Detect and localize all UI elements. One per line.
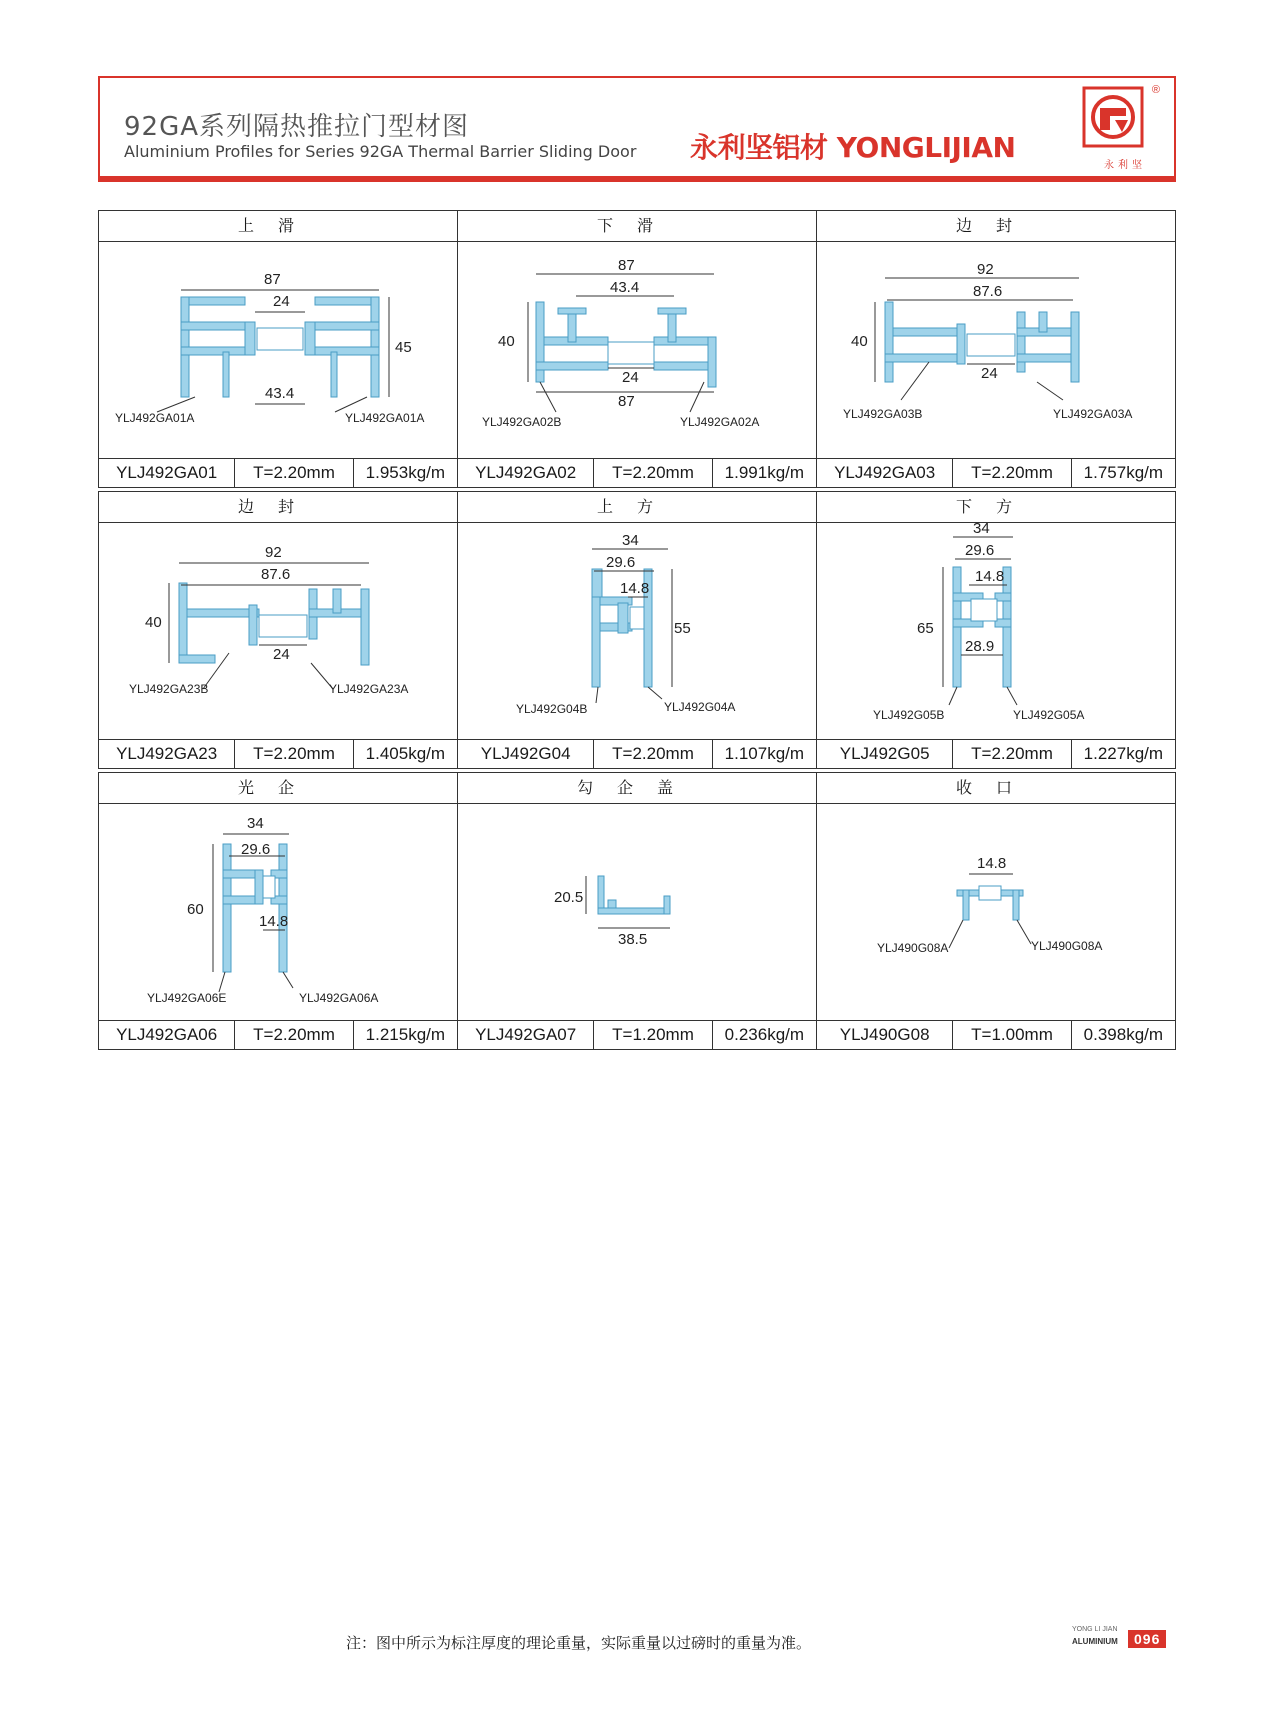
brand-logo-icon <box>1082 86 1144 150</box>
profile-drawing <box>817 242 1175 458</box>
profile-code: YLJ490G08 <box>817 1021 953 1049</box>
profile-cell <box>458 491 817 769</box>
profile-sketch <box>817 242 1175 458</box>
dim-label: 87 <box>264 271 281 288</box>
profile-cell <box>98 210 458 488</box>
profile-row-2 <box>98 491 1176 769</box>
part-label: YLJ492GA03A <box>1053 407 1133 421</box>
profile-specs <box>99 458 457 487</box>
dim-label: 87.6 <box>261 566 291 583</box>
profile-cell <box>98 491 458 769</box>
profile-drawing <box>99 523 457 739</box>
profile-sketch <box>99 523 457 739</box>
dim-label: 24 <box>273 293 290 310</box>
dim-label: 40 <box>145 614 162 631</box>
title-english: Aluminium Profiles for Series 92GA Thermal Barrier Sliding Door <box>124 142 637 161</box>
profile-weight: 1.107kg/m <box>724 744 805 763</box>
dim-label: 14.8 <box>259 913 289 930</box>
dim-label: 24 <box>622 369 639 386</box>
profile-name: 上方 <box>458 492 816 523</box>
profile-thickness: T=2.20mm <box>235 459 353 487</box>
profile-sketch <box>99 804 457 1020</box>
profile-sketch <box>99 242 457 458</box>
part-label: YLJ490G08A <box>1031 939 1103 953</box>
profile-drawing <box>817 523 1175 739</box>
profile-code: YLJ492GA02 <box>458 459 594 487</box>
profile-code: YLJ492GA03 <box>817 459 953 487</box>
dim-label: 87 <box>618 393 635 410</box>
dim-label: 29.6 <box>965 542 995 559</box>
part-label: YLJ492G04B <box>516 702 588 716</box>
part-label: YLJ492GA06A <box>299 991 379 1005</box>
profile-drawing <box>458 523 816 739</box>
title-chinese: 92GA系列隔热推拉门型材图 <box>124 112 470 142</box>
profile-weight: 1.757kg/m <box>1083 463 1164 482</box>
profile-cell <box>458 772 817 1050</box>
profile-thickness: T=2.20mm <box>594 740 712 768</box>
profile-thickness: T=1.00mm <box>953 1021 1071 1049</box>
profile-sketch <box>458 523 816 739</box>
dim-label: 29.6 <box>241 841 271 858</box>
dim-label: 60 <box>187 901 204 918</box>
profile-code: YLJ492GA01 <box>99 459 235 487</box>
dim-label: 40 <box>498 333 515 350</box>
profile-thickness: T=1.20mm <box>594 1021 712 1049</box>
profile-cell <box>817 491 1176 769</box>
profile-weight: 0.398kg/m <box>1083 1025 1164 1044</box>
dim-label: 34 <box>973 523 990 537</box>
part-label: YLJ492GA02B <box>482 415 562 429</box>
dim-label: 24 <box>273 646 290 663</box>
page-header <box>98 76 1176 180</box>
profile-name: 上滑 <box>99 211 457 242</box>
profile-weight: 0.236kg/m <box>724 1025 805 1044</box>
profile-specs <box>817 739 1175 768</box>
page-number: 096 <box>1128 1630 1166 1648</box>
profile-name: 边封 <box>817 211 1175 242</box>
part-label: YLJ492GA03B <box>843 407 923 421</box>
profile-code: YLJ492GA23 <box>99 740 235 768</box>
header-rule <box>98 176 1176 182</box>
dim-label: 43.4 <box>265 385 295 402</box>
profile-drawing <box>817 804 1175 1020</box>
dim-label: 14.8 <box>977 855 1007 872</box>
profile-weight: 1.227kg/m <box>1083 744 1164 763</box>
profile-drawing <box>458 242 816 458</box>
profile-code: YLJ492G05 <box>817 740 953 768</box>
part-label: YLJ492GA01A <box>345 411 425 425</box>
profile-name: 光企 <box>99 773 457 804</box>
footer-note: 注：图中所示为标注厚度的理论重量，实际重量以过磅时的重量为准。 <box>346 1634 812 1652</box>
profile-name: 收口 <box>817 773 1175 804</box>
dim-label: 20.5 <box>554 889 584 906</box>
profile-drawing <box>99 242 457 458</box>
profile-name: 下方 <box>817 492 1175 523</box>
logo-caption: 永利坚 <box>1104 160 1146 171</box>
dim-label: 43.4 <box>610 279 640 296</box>
dim-label: 14.8 <box>620 580 650 597</box>
profile-code: YLJ492G04 <box>458 740 594 768</box>
profile-name: 勾企盖 <box>458 773 816 804</box>
profile-weight: 1.953kg/m <box>365 463 446 482</box>
dim-label: 87.6 <box>973 283 1003 300</box>
profile-code: YLJ492GA07 <box>458 1021 594 1049</box>
dim-label: 92 <box>977 261 994 278</box>
part-label: YLJ492GA23B <box>129 682 209 696</box>
dim-label: 92 <box>265 544 282 561</box>
brand-name: 永利坚铝材 YONGLIJIAN <box>690 131 1016 164</box>
page-tag-category: ALUMINIUM <box>1072 1637 1118 1646</box>
part-label: YLJ492GA02A <box>680 415 760 429</box>
profile-weight: 1.215kg/m <box>365 1025 446 1044</box>
profile-cell <box>817 210 1176 488</box>
part-label: YLJ492G05B <box>873 708 945 722</box>
profile-thickness: T=2.20mm <box>953 740 1071 768</box>
profile-specs <box>817 458 1175 487</box>
dim-label: 38.5 <box>618 931 648 948</box>
dim-label: 40 <box>851 333 868 350</box>
profile-specs <box>99 739 457 768</box>
profile-cell <box>817 772 1176 1050</box>
profile-specs <box>458 739 816 768</box>
profile-drawing <box>99 804 457 1020</box>
part-label: YLJ492GA23A <box>329 682 409 696</box>
registered-mark: ® <box>1151 84 1160 96</box>
profile-sketch <box>817 804 1175 1020</box>
profile-weight: 1.405kg/m <box>365 744 446 763</box>
part-label: YLJ492G04A <box>664 700 736 714</box>
profile-row-1 <box>98 210 1176 488</box>
dim-label: 34 <box>247 815 264 832</box>
profile-sketch <box>458 242 816 458</box>
profile-weight: 1.991kg/m <box>724 463 805 482</box>
page-tag <box>1072 1626 1180 1650</box>
dim-label: 29.6 <box>606 554 636 571</box>
profile-specs <box>458 458 816 487</box>
dim-label: 65 <box>917 620 934 637</box>
profile-sketch <box>817 523 1175 739</box>
dim-label: 34 <box>622 532 639 549</box>
profile-cell <box>98 772 458 1050</box>
dim-label: 24 <box>981 365 998 382</box>
profile-specs <box>458 1020 816 1049</box>
profile-thickness: T=2.20mm <box>953 459 1071 487</box>
profile-cell <box>458 210 817 488</box>
dim-label: 28.9 <box>965 638 995 655</box>
profile-row-3 <box>98 772 1176 1050</box>
dim-label: 87 <box>618 257 635 274</box>
profile-specs <box>99 1020 457 1049</box>
profile-sketch <box>458 804 816 1020</box>
profile-name: 下滑 <box>458 211 816 242</box>
profile-code: YLJ492GA06 <box>99 1021 235 1049</box>
profile-drawing <box>458 804 816 1020</box>
part-label: YLJ492G05A <box>1013 708 1085 722</box>
part-label: YLJ492GA06E <box>147 991 227 1005</box>
profile-specs <box>817 1020 1175 1049</box>
profile-name: 边封 <box>99 492 457 523</box>
profile-thickness: T=2.20mm <box>235 1021 353 1049</box>
profile-thickness: T=2.20mm <box>235 740 353 768</box>
dim-label: 45 <box>395 339 412 356</box>
profile-thickness: T=2.20mm <box>594 459 712 487</box>
dim-label: 55 <box>674 620 691 637</box>
dim-label: 14.8 <box>975 568 1005 585</box>
page-tag-brand: YONG LI JIAN <box>1072 1626 1118 1633</box>
part-label: YLJ492GA01A <box>115 411 195 425</box>
part-label: YLJ490G08A <box>877 941 949 955</box>
